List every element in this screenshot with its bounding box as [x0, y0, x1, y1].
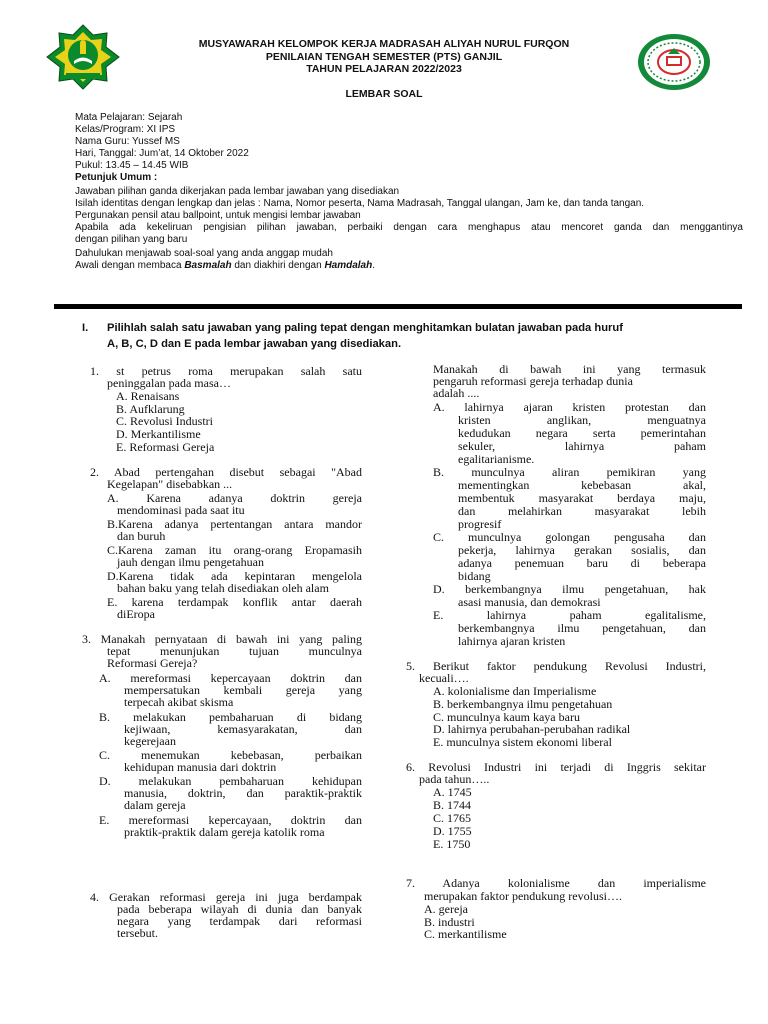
option-d-cont: asasi manusia, dan demokrasi — [458, 595, 601, 609]
option-a-cont: kedudukan negara serta pemerintahan — [458, 426, 706, 440]
instruction-1: Jawaban pilihan ganda dikerjakan pada lembar jawaban yang disediakan — [75, 186, 400, 197]
option-b: B.Karena adanya pertentangan antara mandor — [107, 517, 362, 531]
option-e-cont: berkembangnya ilmu pengetahuan, dan — [458, 621, 706, 635]
time-label: Pukul: 13.45 – 14.45 WIB — [75, 160, 189, 171]
option-b-cont: kegerejaan — [124, 734, 176, 748]
option-e: E. karena terdampak konflik antar daerah — [107, 595, 362, 609]
question-text: Kegelapan" disebabkan ... — [107, 477, 233, 491]
question-text: merupakan faktor pendukung revolusi…. — [424, 889, 622, 903]
teacher-label: Nama Guru: Yussef MS — [75, 136, 180, 147]
option-c-cont: adanya penemuan baru di beberapa — [458, 556, 706, 570]
instruction-3: Pergunakan pensil atau ballpoint, untuk mengisi lembar jawaban — [75, 210, 361, 221]
question-text: pada tahun….. — [419, 772, 490, 786]
date-label: Hari, Tanggal: Jum’at, 14 Oktober 2022 — [75, 148, 249, 159]
option-b-cont: progresif — [458, 517, 502, 531]
option-b: B. industri — [424, 915, 475, 929]
option-a: A. mereformasi kepercayaan doktrin dan — [99, 671, 362, 685]
option-a-cont: mempersatukan kembali gereja yang — [124, 683, 362, 697]
option-b: B. 1744 — [433, 798, 472, 812]
option-e: E. Reformasi Gereja — [116, 440, 215, 454]
question-text: Manakah di bawah ini yang termasuk — [433, 362, 706, 376]
instruction-2: Isilah identitas dengan lengkap dan jelas : Nama, Nomor peserta, Nama Madrasah, Tanggal ulangan, Jam ke, dan tanda tangan. — [75, 198, 645, 209]
option-b: B. melakukan pembaharuan di bidang — [99, 710, 362, 724]
question-text: pengaruh reformasi gereja terhadap dunia — [433, 374, 633, 388]
instruction-5: Dahulukan menjawab soal-soal yang anda anggap mudah — [75, 248, 333, 259]
divider-rule — [54, 304, 742, 309]
option-b-cont: dan melahirkan masyarakat lebih — [458, 504, 706, 518]
option-d-cont: bahan baku yang telah disediakan oleh alam — [117, 581, 329, 595]
question-text: Reformasi Gereja? — [107, 656, 198, 670]
option-b-cont: mementingkan kebebasan akal, — [458, 478, 706, 492]
document-title: LEMBAR SOAL — [345, 88, 423, 100]
option-c: C. merkantilisme — [424, 927, 507, 941]
question-text: 5. Berikut faktor pendukung Revolusi Industri, — [406, 659, 706, 673]
option-a: A. lahirnya ajaran kristen protestan dan — [433, 400, 706, 414]
option-b: B. munculnya aliran pemikiran yang — [433, 465, 706, 479]
section-instruction-line1: Pilihlah salah satu jawaban yang paling tepat dengan menghitamkan bulatan jawaban pada huruf — [107, 322, 623, 334]
option-d: D. lahirnya perubahan-perubahan radikal — [433, 722, 631, 736]
option-d-cont: manusia, doktrin, dan paraktik-praktik — [124, 786, 362, 800]
option-c-cont: pekerja, lahirnya gerakan sosialis, dan — [458, 543, 706, 557]
option-e-cont: praktik-praktik dalam gereja katolik roma — [124, 825, 325, 839]
option-a-cont: egalitarianisme. — [458, 452, 535, 466]
option-c: C. 1765 — [433, 811, 472, 825]
option-b: B. Aufklarung — [116, 402, 185, 416]
question-text: 1. st petrus roma merupakan salah satu — [90, 364, 362, 378]
question-text: pada beberapa wilayah di dunia dan banyak — [117, 902, 362, 916]
header-exam: PENILAIAN TENGAH SEMESTER (PTS) GANJIL — [265, 51, 503, 63]
option-b-cont: dan buruh — [117, 529, 166, 543]
option-b: B. berkembangnya ilmu pengetahuan — [433, 697, 613, 711]
option-a: A. gereja — [424, 902, 468, 916]
question-text: peninggalan pada masa… — [107, 376, 231, 390]
class-label: Kelas/Program: XI IPS — [75, 124, 176, 135]
question-text: 3. Manakah pernyataan di bawah ini yang paling — [82, 632, 362, 646]
option-b-cont: membentuk masyarakat berdaya maju, — [458, 491, 706, 505]
question-text: tersebut. — [117, 926, 158, 940]
instruction-6: Awali dengan membaca Basmalah dan diakhiri dengan Hamdalah. — [75, 260, 376, 271]
option-a: A. kolonialisme dan Imperialisme — [433, 684, 597, 698]
option-a: A. Karena adanya doktrin gereja — [107, 491, 362, 505]
question-text: adalah .... — [433, 386, 480, 400]
option-b-cont: kejiwaan, kemasyarakatan, dan — [124, 722, 362, 736]
option-c: C. Revolusi Industri — [116, 414, 214, 428]
question-text: 6. Revolusi Industri ini terjadi di Inggris sekitar — [406, 760, 706, 774]
option-a-cont: kristen anglikan, menguatnya — [458, 413, 706, 427]
option-e: E. munculnya sistem ekonomi liberal — [433, 735, 612, 749]
option-c: C. munculnya kaum kaya baru — [433, 710, 580, 724]
option-c: C.Karena zaman itu orang-orang Eropamasih — [107, 543, 362, 557]
option-c: C. menemukan kebebasan, perbaikan — [99, 748, 362, 762]
instructions-heading: Petunjuk Umum : — [75, 172, 158, 183]
option-d: D. Merkantilisme — [116, 427, 201, 441]
question-text: 2. Abad pertengahan disebut sebagai "Abad — [90, 465, 362, 479]
question-text: 4. Gerakan reformasi gereja ini juga berdampak — [90, 890, 362, 904]
option-d-cont: dalam gereja — [124, 798, 186, 812]
question-text: kecuali…. — [419, 671, 469, 685]
option-a-cont: terpecah akibat skisma — [124, 695, 234, 709]
option-e: E. mereformasi kepercayaan, doktrin dan — [99, 813, 362, 827]
header-org: MUSYAWARAH KELOMPOK KERJA MADRASAH ALIYAH NURUL FURQON — [198, 38, 570, 50]
section-instruction-line2: A, B, C, D dan E pada lembar jawaban yang disediakan. — [107, 338, 402, 350]
option-a: A. 1745 — [433, 785, 472, 799]
hamdalah-text: Hamdalah — [324, 260, 373, 271]
option-e: E. 1750 — [433, 837, 471, 851]
basmalah-text: Basmalah — [184, 260, 232, 271]
question-text: negara yang terdampak dari reformasi — [117, 914, 362, 928]
instruction-4: Apabila ada kekeliruan pengisian pilihan jawaban, perbaiki dengan cara menghapus atau mencoret ganda dan menggantinya — [75, 222, 743, 233]
subject-label: Mata Pelajaran: Sejarah — [75, 112, 183, 123]
option-d: D. 1755 — [433, 824, 472, 838]
instruction-4-cont: dengan pilihan yang baru — [75, 234, 188, 245]
option-c: C. munculnya golongan pengusaha dan — [433, 530, 706, 544]
option-a: A. Renaisans — [116, 389, 180, 403]
question-text: tepat menunjukan tujuan munculnya — [107, 644, 362, 658]
option-e-cont: lahirnya ajaran kristen — [458, 634, 566, 648]
option-c-cont: bidang — [458, 569, 491, 583]
option-e-cont: diEropa — [117, 607, 155, 621]
header-year: TAHUN PELAJARAN 2022/2023 — [306, 63, 462, 75]
option-c-cont: kehidupan manusia dari doktrin — [124, 760, 277, 774]
option-c-cont: jauh dengan ilmu pengetahuan — [117, 555, 264, 569]
option-d: D. berkembangnya ilmu pengetahuan, hak — [433, 582, 706, 596]
option-a-cont: sekuler, lahirnya paham — [458, 439, 706, 453]
question-text: 7. Adanya kolonialisme dan imperialisme — [406, 876, 706, 890]
section-number: I. — [82, 322, 89, 334]
option-a-cont: mendominasi pada saat itu — [117, 503, 245, 517]
option-d: D.Karena tidak ada kepintaran mengelola — [107, 569, 362, 583]
option-e: E. lahirnya paham egalitalisme, — [433, 608, 706, 622]
option-d: D. melakukan pembaharuan kehidupan — [99, 774, 362, 788]
